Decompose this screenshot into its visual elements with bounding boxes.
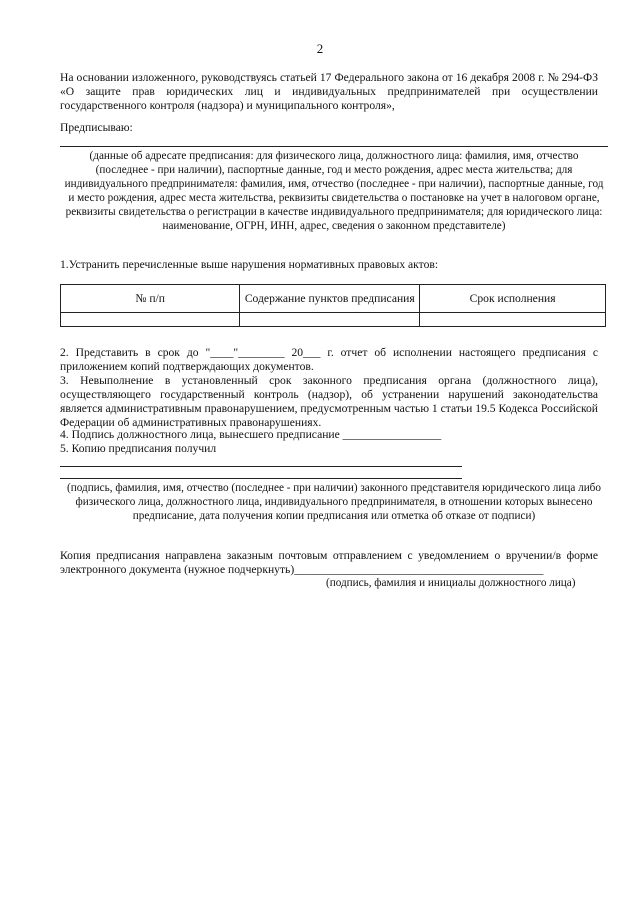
copy-sent-paragraph: Копия предписания направлена заказным почтовым отправлением с уведомлением о вручении/в форме электронного документа (нужное подчеркнуть)___________________________________________ xyxy=(60,549,598,576)
item-1: 1.Устранить перечисленные выше нарушения нормативных правовых актов: xyxy=(60,258,439,271)
table-header-row xyxy=(61,285,606,313)
recipient-line-2 xyxy=(60,478,462,479)
item-4: 4. Подпись должностного лица, вынесшего предписание _________________ xyxy=(60,428,442,441)
table-cell xyxy=(61,313,240,327)
col-content-header: Содержание пунктов предписания xyxy=(240,285,420,313)
intro-paragraph: На основании изложенного, руководствуясь статьей 17 Федерального закона от 16 декабря 2008 г. № 294-ФЗ «О защите прав юридических лиц и индивидуальных предпринимателей при осуществлении государственного контроля (надзора) и муниципального контроля», xyxy=(60,71,598,112)
table-cell xyxy=(240,313,420,327)
addressee-note: (данные об адресате предписания: для физического лица, должностного лица: фамилия, имя, отчество (последнее - при наличии), паспортные данные, год и место рождения, адрес места жительства; для индивидуального предпринимателя: фамилия, имя, отчество (последнее - при наличии), паспортные данные, год и место рождения, адрес места жительства, реквизиты свидетельства о постановке на учет в налоговом органе, реквизиты свидетельства о регистрации в качестве индивидуального предпринимателя; для юридического лица: наименование, ОГРН, ИНН, адрес, сведения о законном представителе) xyxy=(64,150,604,232)
violations-table xyxy=(60,284,606,327)
table-row xyxy=(61,313,606,327)
col-number-header: № п/п xyxy=(61,285,240,313)
item-5: 5. Копию предписания получил xyxy=(60,442,217,455)
signature-note: (подпись, фамилия, имя, отчество (последнее - при наличии) законного представителя юридического лица либо физического лица, должностного лица, индивидуального предпринимателя, в отношении которых вынесено предписание, дата получения копии предписания или отметка об отказе от подписи) xyxy=(67,482,601,522)
table-cell xyxy=(420,313,606,327)
addressee-line xyxy=(60,146,608,147)
prescribe-heading: Предписываю: xyxy=(60,121,133,134)
page-number: 2 xyxy=(316,41,324,56)
col-deadline-header: Срок исполнения xyxy=(420,285,606,313)
item-3: 3. Невыполнение в установленный срок законного предписания органа (должностного лица), осуществляющего государственный контроль (надзор), об устранении нарушений законодательства является административным правонарушением, предусмотренным частью 1 статьи 19.5 Кодекса Российской Федерации об административных правонарушениях. xyxy=(60,374,598,429)
item-2: 2. Представить в срок до "____"________ 20___ г. отчет об исполнении настоящего предписания с приложением копий подтверждающих документов. xyxy=(60,346,598,373)
recipient-line-1 xyxy=(60,466,462,467)
official-note: (подпись, фамилия и инициалы должностного лица) xyxy=(326,577,576,589)
